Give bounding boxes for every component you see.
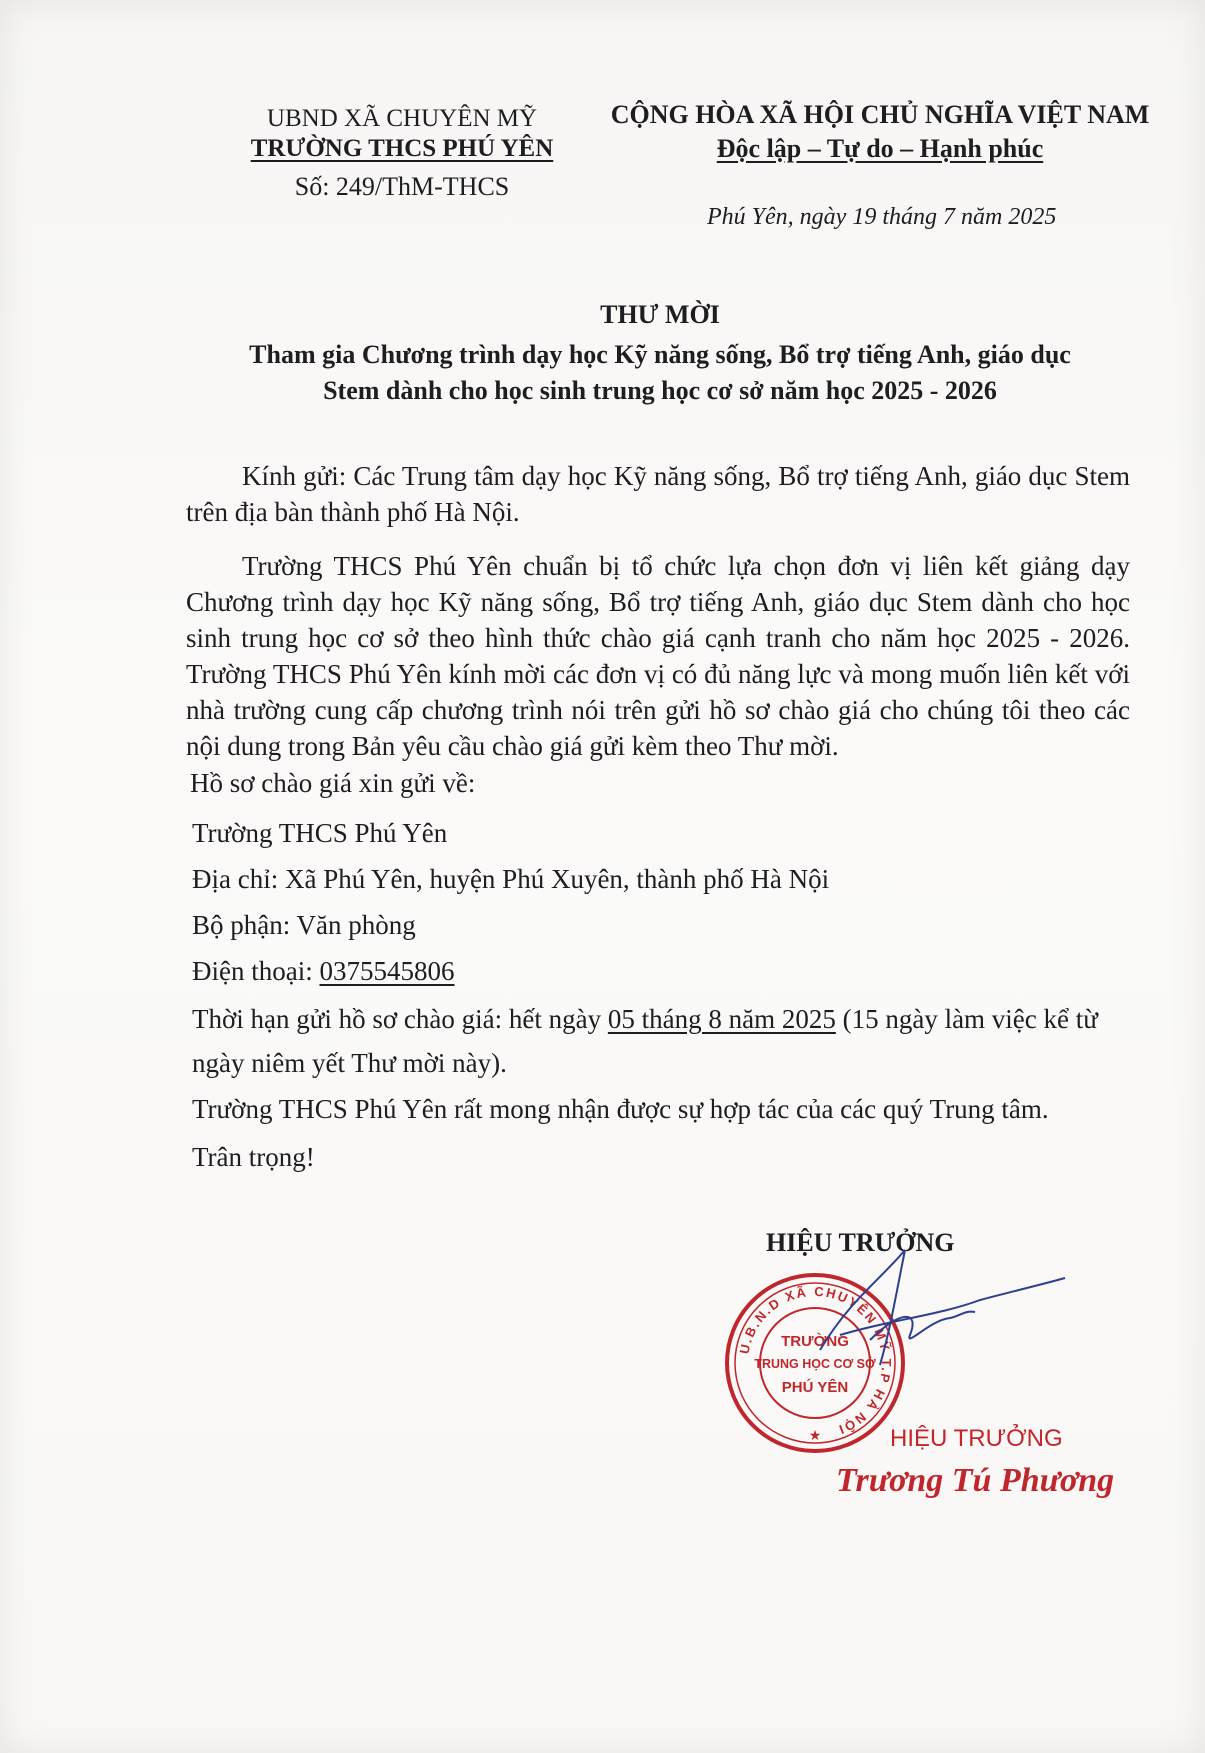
- deadline-date: 05 tháng 8 năm 2025: [607, 1004, 836, 1034]
- stamp-inner-line3: PHÚ YÊN: [781, 1379, 849, 1396]
- authority-name: UBND XÃ CHUYÊN MỸ: [266, 105, 538, 132]
- regards-line: Trân trọng!: [192, 1142, 315, 1172]
- school-name-header: [222, 135, 582, 163]
- document-title: THƯ MỜI: [600, 300, 720, 329]
- deadline-suffix: (15 ngày làm việc kể từ: [835, 1004, 1098, 1034]
- signatory-name: Trương Tú Phương: [836, 1462, 1115, 1499]
- document-subtitle-line2: Stem dành cho học sinh trung học cơ sở năm học 2025 - 2026: [323, 376, 997, 405]
- school-name: Trường THCS Phú Yên: [192, 818, 448, 848]
- signature-title: HIỆU TRƯỞNG: [766, 1228, 955, 1257]
- address-line: Địa chỉ: Xã Phú Yên, huyện Phú Xuyên, thành phố Hà Nội: [192, 864, 830, 894]
- send-to-label: Hồ sơ chào giá xin gửi về:: [190, 768, 476, 798]
- recipient-paragraph: Kính gửi: Các Trung tâm dạy học Kỹ năng sống, Bổ trợ tiếng Anh, giáo dục Stem trên địa bàn thành phố Hà Nội.: [186, 461, 1130, 527]
- document-date: Phú Yên, ngày 19 tháng 7 năm 2025: [707, 204, 1057, 230]
- stamp-outer-text: U.B.N.D XÃ CHUYÊN MỸ T.P HÀ NỘI: [736, 1283, 895, 1438]
- national-title: CỘNG HÒA XÃ HỘI CHỦ NGHĨA VIỆT NAM: [610, 100, 1150, 129]
- closing-line: Trường THCS Phú Yên rất mong nhận được sự hợp tác của các quý Trung tâm.: [192, 1094, 1049, 1124]
- national-motto: [600, 134, 1160, 164]
- document-number: Số: 249/ThM-THCS: [294, 172, 510, 201]
- deadline-prefix: Thời hạn gửi hồ sơ chào giá: hết ngày: [192, 1004, 608, 1034]
- school-name-header-text: TRƯỜNG THCS PHÚ YÊN: [250, 135, 554, 162]
- stamp-inner-line2: TRUNG HỌC CƠ SỞ: [754, 1357, 876, 1371]
- phone-number: 0375545806: [319, 956, 455, 986]
- body-paragraph: Trường THCS Phú Yên chuẩn bị tổ chức lựa chọn đơn vị liên kết giảng dạy Chương trình dạy học Kỹ năng sống, Bổ trợ tiếng Anh, giáo dục Stem dành cho học sinh trung học cơ sở theo hình thức chào giá cạnh tranh cho năm học 2025 - 2026. Trường THCS Phú Yên kính mời các đơn vị có đủ năng lực và mong muốn liên kết với nhà trường cung cấp chương trình nói trên gửi hồ sơ chào giá cho chúng tôi theo các nội dung trong Bản yêu cầu chào giá gửi kèm theo Thư mời.: [186, 551, 1130, 761]
- deadline-line-2: ngày niêm yết Thư mời này).: [192, 1048, 507, 1078]
- deadline-line: [192, 1004, 1098, 1035]
- stamp-star-icon: ★: [808, 1428, 822, 1444]
- signature-role: HIỆU TRƯỞNG: [890, 1425, 1063, 1452]
- phone-line: [192, 956, 454, 987]
- stamp-inner-line1: TRƯỜNG: [781, 1333, 849, 1350]
- national-motto-text: Độc lập – Tự do – Hạnh phúc: [716, 134, 1044, 163]
- handwritten-signature: [810, 1240, 1070, 1370]
- document-subtitle-line1: Tham gia Chương trình dạy học Kỹ năng sống, Bổ trợ tiếng Anh, giáo dục: [249, 340, 1071, 369]
- department-line: Bộ phận: Văn phòng: [192, 910, 416, 940]
- phone-label: Điện thoại:: [192, 956, 320, 986]
